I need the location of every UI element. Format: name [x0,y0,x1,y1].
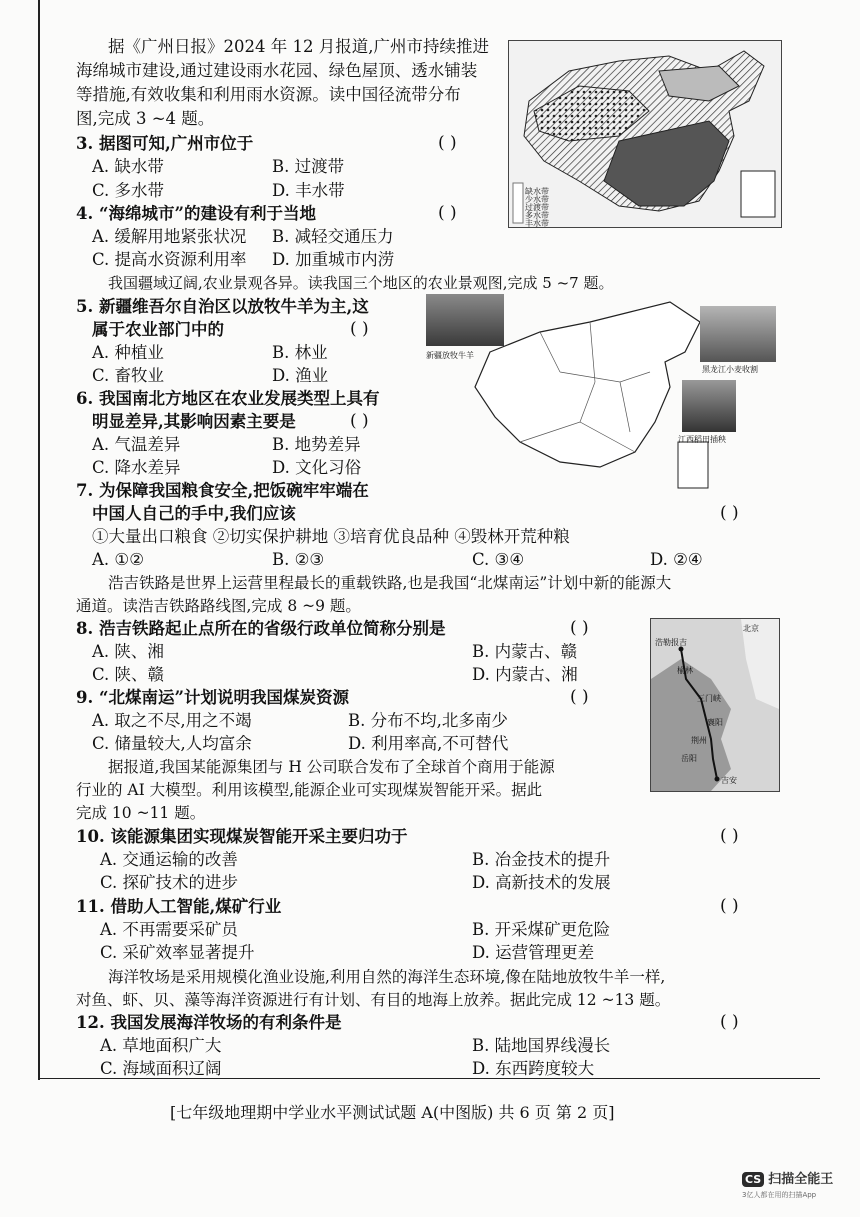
intro4-line2: 行业的 AI 大模型。利用该模型,能源企业可实现煤炭智能开采。据此 [76,781,543,799]
q8-answer-blank: ( ) [570,618,589,638]
q4-option-b: B. 减轻交通压力 [272,227,394,246]
q3-option-b: B. 过渡带 [272,157,345,176]
q5-option-a: A. 种植业 [92,343,164,362]
q11-option-c: C. 采矿效率显著提升 [100,943,255,962]
sanmenxia-label: 三门峡 [697,694,721,703]
xiangyang-label: 襄阳 [707,718,723,727]
q12-option-d: D. 东西跨度较大 [472,1059,595,1078]
legend-queshui: 缺水带 [525,187,549,196]
q4-answer-blank: ( ) [438,203,457,223]
q6-option-d: D. 文化习俗 [272,458,362,477]
margin-line [38,0,40,1080]
q5-option-b: B. 林业 [272,343,328,362]
q3-answer-blank: ( ) [438,133,457,153]
intro1-line4: 图,完成 3 ~4 题。 [76,109,215,128]
jiangxi-label: 江西稻田插秧 [678,435,726,444]
legend-duoshui: 多水带 [525,211,549,220]
q12-option-a: A. 草地面积广大 [100,1036,222,1055]
q12-option-c: C. 海域面积辽阔 [100,1059,222,1078]
q10-stem: 10. 该能源集团实现煤炭智能开采主要归功于 [76,827,408,846]
q12-answer-blank: ( ) [720,1012,739,1032]
q5-option-c: C. 畜牧业 [92,366,165,385]
q7-option-b: B. ②③ [272,550,325,569]
q9-option-b: B. 分布不均,北多南少 [348,711,508,730]
beijing-label: 北京 [743,624,759,633]
q11-option-d: D. 运营管理更差 [472,943,595,962]
china-runoff-map-svg [509,41,781,227]
q5-stem-2: 属于农业部门中的 [92,320,224,339]
q5-stem-1: 5. 新疆维吾尔自治区以放牧牛羊为主,这 [76,297,369,316]
heilongjiang-photo [700,306,776,362]
q10-option-b: B. 冶金技术的提升 [472,850,611,869]
q7-stem-2: 中国人自己的手中,我们应该 [92,504,296,523]
q4-option-c: C. 提高水资源利用率 [92,250,247,269]
q8-option-c: C. 陕、赣 [92,665,165,684]
q9-option-d: D. 利用率高,不可替代 [348,734,509,753]
intro5-line2: 对鱼、虾、贝、藻等海洋资源进行有计划、有目的地海上放养。据此完成 12 ~13 题。 [76,991,671,1009]
q11-answer-blank: ( ) [720,896,739,916]
q10-option-d: D. 高新技术的发展 [472,873,611,892]
q3-option-c: C. 多水带 [92,181,165,200]
brand-slogan: 3亿人都在用的扫描App [742,1191,817,1199]
q8-option-a: A. 陕、湘 [92,642,164,661]
q8-stem: 8. 浩吉铁路起止点所在的省级行政单位简称分别是 [76,619,446,638]
q8-option-d: D. 内蒙古、湘 [472,665,578,684]
agriculture-map [420,292,780,492]
q7-option-c: C. ③④ [472,550,525,569]
intro4-line1: 据报道,我国某能源集团与 H 公司联合发布了全球首个商用于能源 [108,758,555,776]
intro1-line3: 等措施,有效收集和利用雨水资源。读中国径流带分布 [76,85,461,104]
brand-name: 扫描全能王 [768,1172,834,1187]
q6-answer-blank: ( ) [350,411,369,431]
jian-label: 吉安 [721,776,737,785]
q6-option-a: A. 气温差异 [92,435,181,454]
intro1-line2: 海绵城市建设,通过建设雨水花园、绿色屋顶、透水铺装 [76,61,478,80]
haoji-railway-map [650,618,780,792]
q6-option-c: C. 降水差异 [92,458,181,477]
yueyang-label: 岳阳 [681,754,697,763]
runoff-zone-map [508,40,782,228]
q8-option-b: B. 内蒙古、赣 [472,642,578,661]
cs-logo-icon: CS [742,1172,764,1187]
q3-option-d: D. 丰水带 [272,181,345,200]
intro3-line1: 浩吉铁路是世界上运营里程最长的重载铁路,也是我国“北煤南运”计划中新的能源大 [108,574,672,592]
yulin-label: 榆林 [677,666,693,675]
intro1-line1: 据《广州日报》2024 年 12 月报道,广州市持续推进 [108,37,489,56]
q4-option-a: A. 缓解用地紧张状况 [92,227,247,246]
intro3-line2: 通道。读浩吉铁路路线图,完成 8 ~9 题。 [76,597,361,615]
q9-stem: 9. “北煤南运”计划说明我国煤炭资源 [76,688,349,707]
q10-option-a: A. 交通运输的改善 [100,850,238,869]
q7-answer-blank: ( ) [720,503,739,523]
intro2: 我国疆域辽阔,农业景观各异。读我国三个地区的农业景观图,完成 5 ~7 题。 [108,274,614,292]
q10-answer-blank: ( ) [720,826,739,846]
q11-stem: 11. 借助人工智能,煤矿行业 [76,897,282,916]
haolebaoji-label: 浩勒报吉 [655,638,687,647]
q6-stem-1: 6. 我国南北方地区在农业发展类型上具有 [76,389,380,408]
q5-option-d: D. 渔业 [272,366,329,385]
xinjiang-photo [426,294,504,346]
q11-option-a: A. 不再需要采矿员 [100,920,238,939]
xinjiang-label: 新疆放牧牛羊 [426,351,474,360]
legend-guodu: 过渡带 [525,203,549,212]
q5-answer-blank: ( ) [350,319,369,339]
q3-option-a: A. 缺水带 [92,157,164,176]
q4-option-d: D. 加重城市内涝 [272,250,395,269]
q6-option-b: B. 地势差异 [272,435,361,454]
q7-items: ①大量出口粮食 ②切实保护耕地 ③培育优良品种 ④毁林开荒种粮 [92,527,570,546]
q12-stem: 12. 我国发展海洋牧场的有利条件是 [76,1013,342,1032]
q9-option-a: A. 取之不尽,用之不竭 [92,711,252,730]
legend-fengshui: 丰水带 [525,219,549,228]
jiangxi-photo [682,380,736,432]
q4-stem: 4. “海绵城市”的建设有利于当地 [76,204,316,223]
q11-option-b: B. 开采煤矿更危险 [472,920,611,939]
q12-option-b: B. 陆地国界线漫长 [472,1036,611,1055]
q9-answer-blank: ( ) [570,687,589,707]
q9-option-c: C. 储量较大,人均富余 [92,734,252,753]
heilongjiang-label: 黑龙江小麦收割 [702,365,758,374]
jingzhou-label: 荆州 [691,736,707,745]
intro5-line1: 海洋牧场是采用规模化渔业设施,利用自然的海洋生态环境,像在陆地放牧牛羊一样, [108,968,666,986]
q7-option-a: A. ①② [92,550,144,569]
q3-stem: 3. 据图可知,广州市位于 [76,134,254,153]
intro4-line3: 完成 10 ~11 题。 [76,804,206,822]
legend-shaoshui: 少水带 [525,195,549,204]
q7-stem-1: 7. 为保障我国粮食安全,把饭碗牢牢端在 [76,481,369,500]
scanner-brand [742,1168,833,1187]
page-footer: [七年级地理期中学业水平测试试题 A(中图版) 共 6 页 第 2 页] [170,1103,615,1122]
q10-option-c: C. 探矿技术的进步 [100,873,239,892]
q7-option-d: D. ②④ [650,550,703,569]
q6-stem-2: 明显差异,其影响因素主要是 [92,412,296,431]
